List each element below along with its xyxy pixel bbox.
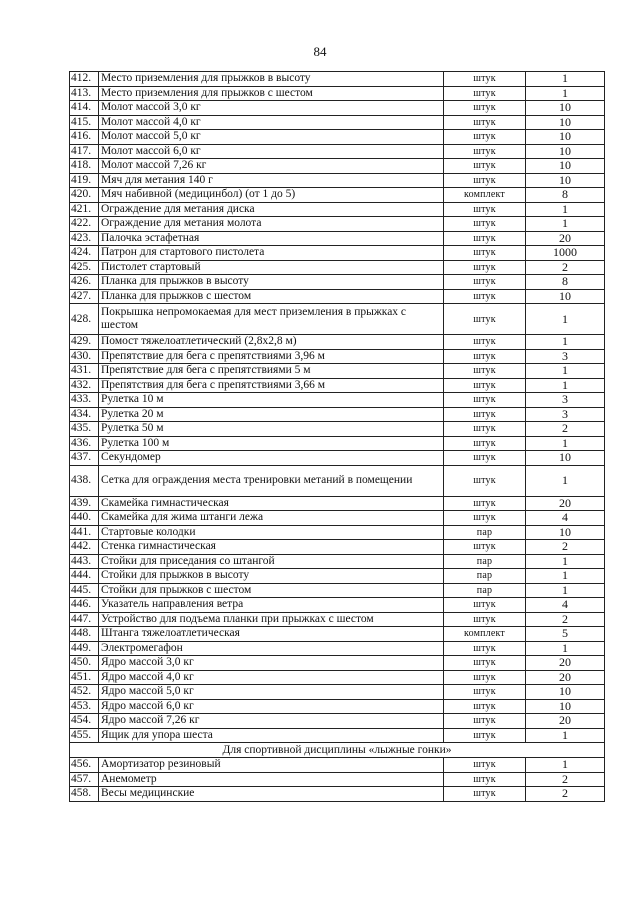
item-name: Патрон для стартового пистолета [99, 246, 444, 261]
item-number: 434. [70, 407, 99, 422]
table-row [70, 130, 605, 145]
item-name: Секундомер [99, 451, 444, 466]
item-name: Ядро массой 5,0 кг [99, 685, 444, 700]
item-number: 428. [70, 304, 99, 335]
item-name: Рулетка 100 м [99, 436, 444, 451]
item-name: Стартовые колодки [99, 525, 444, 540]
item-quantity: 8 [526, 188, 605, 203]
item-quantity: 1 [526, 378, 605, 393]
table-row [70, 304, 605, 335]
table-body-athletics-part-2 [70, 335, 605, 466]
item-number: 417. [70, 144, 99, 159]
item-name: Мяч набивной (медицинбол) (от 1 до 5) [99, 188, 444, 203]
item-unit: штук [444, 685, 526, 700]
item-unit: штук [444, 217, 526, 232]
item-number: 430. [70, 349, 99, 364]
item-quantity: 20 [526, 656, 605, 671]
item-number: 413. [70, 86, 99, 101]
item-name: Помост тяжелоатлетический (2,8х2,8 м) [99, 335, 444, 350]
item-quantity: 10 [526, 115, 605, 130]
table-row [70, 378, 605, 393]
item-number: 457. [70, 772, 99, 787]
item-number: 445. [70, 583, 99, 598]
item-unit: штук [444, 787, 526, 802]
item-unit: штук [444, 451, 526, 466]
table-row [70, 231, 605, 246]
item-unit: штук [444, 231, 526, 246]
item-name: Ядро массой 3,0 кг [99, 656, 444, 671]
table-row [70, 202, 605, 217]
table-row [70, 569, 605, 584]
table-row [70, 144, 605, 159]
table-row [70, 714, 605, 729]
item-quantity: 3 [526, 349, 605, 364]
item-quantity: 2 [526, 260, 605, 275]
item-quantity: 10 [526, 699, 605, 714]
item-unit: штук [444, 465, 526, 496]
item-unit: штук [444, 246, 526, 261]
item-number: 437. [70, 451, 99, 466]
table-row [70, 393, 605, 408]
item-name: Препятствие для бега с препятствиями 3,96 м [99, 349, 444, 364]
item-name: Рулетка 10 м [99, 393, 444, 408]
item-unit: штук [444, 304, 526, 335]
section-title: Для спортивной дисциплины «лыжные гонки» [70, 743, 605, 758]
item-number: 447. [70, 612, 99, 627]
table-row [70, 670, 605, 685]
item-number: 453. [70, 699, 99, 714]
item-number: 456. [70, 758, 99, 773]
table-row [70, 583, 605, 598]
item-unit: штук [444, 335, 526, 350]
item-name: Сетка для ограждения места тренировки метаний в помещении [99, 465, 444, 496]
item-quantity: 1 [526, 465, 605, 496]
item-number: 450. [70, 656, 99, 671]
item-name: Препятствия для бега с препятствиями 3,66 м [99, 378, 444, 393]
item-name: Ядро массой 6,0 кг [99, 699, 444, 714]
item-number: 419. [70, 173, 99, 188]
item-name: Место приземления для прыжков с шестом [99, 86, 444, 101]
item-name: Устройство для подъема планки при прыжках с шестом [99, 612, 444, 627]
item-number: 455. [70, 728, 99, 743]
item-name: Амортизатор резиновый [99, 758, 444, 773]
table-body-row-428 [70, 304, 605, 335]
item-unit: штук [444, 393, 526, 408]
table-row [70, 787, 605, 802]
item-unit: штук [444, 772, 526, 787]
item-quantity: 1 [526, 304, 605, 335]
item-name: Указатель направления ветра [99, 598, 444, 613]
table-row [70, 728, 605, 743]
item-quantity: 1 [526, 86, 605, 101]
item-name: Ограждение для метания молота [99, 217, 444, 232]
item-name: Ядро массой 4,0 кг [99, 670, 444, 685]
item-unit: штук [444, 144, 526, 159]
table-row [70, 101, 605, 116]
item-quantity: 1 [526, 554, 605, 569]
item-quantity: 1 [526, 728, 605, 743]
item-number: 422. [70, 217, 99, 232]
item-quantity: 10 [526, 451, 605, 466]
item-number: 423. [70, 231, 99, 246]
item-quantity: 1 [526, 569, 605, 584]
item-name: Весы медицинские [99, 787, 444, 802]
item-number: 458. [70, 787, 99, 802]
item-number: 435. [70, 422, 99, 437]
table-row [70, 335, 605, 350]
item-name: Скамейка гимнастическая [99, 496, 444, 511]
item-quantity: 2 [526, 787, 605, 802]
table-row [70, 115, 605, 130]
item-unit: пар [444, 525, 526, 540]
equipment-table [69, 71, 605, 802]
item-name: Место приземления для прыжков в высоту [99, 72, 444, 87]
item-quantity: 10 [526, 144, 605, 159]
item-quantity: 10 [526, 173, 605, 188]
item-name: Планка для прыжков с шестом [99, 289, 444, 304]
item-quantity: 20 [526, 714, 605, 729]
item-number: 426. [70, 275, 99, 290]
table-row [70, 598, 605, 613]
item-number: 448. [70, 627, 99, 642]
item-name: Планка для прыжков в высоту [99, 275, 444, 290]
item-unit: штук [444, 130, 526, 145]
item-number: 431. [70, 364, 99, 379]
item-quantity: 1 [526, 217, 605, 232]
item-unit: штук [444, 670, 526, 685]
item-quantity: 2 [526, 772, 605, 787]
item-unit: штук [444, 422, 526, 437]
item-number: 412. [70, 72, 99, 87]
item-number: 433. [70, 393, 99, 408]
table-row [70, 496, 605, 511]
item-quantity: 1000 [526, 246, 605, 261]
table-row [70, 525, 605, 540]
table-row [70, 349, 605, 364]
item-name: Стенка гимнастическая [99, 540, 444, 555]
item-unit: штук [444, 378, 526, 393]
item-quantity: 4 [526, 511, 605, 526]
item-quantity: 20 [526, 231, 605, 246]
item-name: Молот массой 3,0 кг [99, 101, 444, 116]
item-quantity: 1 [526, 364, 605, 379]
item-quantity: 1 [526, 335, 605, 350]
item-unit: штук [444, 511, 526, 526]
item-name: Палочка эстафетная [99, 231, 444, 246]
item-number: 425. [70, 260, 99, 275]
item-number: 418. [70, 159, 99, 174]
table-row [70, 86, 605, 101]
table-row [70, 275, 605, 290]
item-number: 444. [70, 569, 99, 584]
item-quantity: 10 [526, 525, 605, 540]
item-quantity: 1 [526, 202, 605, 217]
item-number: 436. [70, 436, 99, 451]
item-number: 454. [70, 714, 99, 729]
table-row [70, 422, 605, 437]
item-unit: штук [444, 289, 526, 304]
item-number: 415. [70, 115, 99, 130]
item-number: 414. [70, 101, 99, 116]
table-row [70, 173, 605, 188]
item-name: Скамейка для жима штанги лежа [99, 511, 444, 526]
item-unit: штук [444, 349, 526, 364]
item-number: 424. [70, 246, 99, 261]
section-row [70, 743, 605, 758]
item-name: Стойки для прыжков в высоту [99, 569, 444, 584]
item-quantity: 4 [526, 598, 605, 613]
item-number: 442. [70, 540, 99, 555]
item-quantity: 20 [526, 670, 605, 685]
table-row [70, 246, 605, 261]
table-row [70, 641, 605, 656]
table-row [70, 540, 605, 555]
item-number: 421. [70, 202, 99, 217]
table-row [70, 699, 605, 714]
item-unit: штук [444, 115, 526, 130]
item-name: Молот массой 4,0 кг [99, 115, 444, 130]
item-unit: штук [444, 758, 526, 773]
item-unit: штук [444, 72, 526, 87]
item-quantity: 1 [526, 72, 605, 87]
table-row [70, 627, 605, 642]
item-quantity: 2 [526, 540, 605, 555]
table-row [70, 612, 605, 627]
item-number: 452. [70, 685, 99, 700]
item-quantity: 2 [526, 612, 605, 627]
item-quantity: 8 [526, 275, 605, 290]
item-number: 420. [70, 188, 99, 203]
item-number: 439. [70, 496, 99, 511]
item-name: Молот массой 7,26 кг [99, 159, 444, 174]
item-quantity: 3 [526, 393, 605, 408]
item-name: Пистолет стартовый [99, 260, 444, 275]
item-unit: штук [444, 436, 526, 451]
item-quantity: 3 [526, 407, 605, 422]
item-number: 446. [70, 598, 99, 613]
item-unit: штук [444, 496, 526, 511]
item-name: Анемометр [99, 772, 444, 787]
table-row [70, 436, 605, 451]
table-row [70, 511, 605, 526]
item-number: 432. [70, 378, 99, 393]
table-row [70, 188, 605, 203]
item-unit: штук [444, 86, 526, 101]
table-row [70, 407, 605, 422]
table-row [70, 451, 605, 466]
table-row [70, 159, 605, 174]
item-quantity: 10 [526, 130, 605, 145]
item-number: 416. [70, 130, 99, 145]
item-unit: штук [444, 407, 526, 422]
table-body-row-438 [70, 465, 605, 496]
item-name: Покрышка непромокаемая для мест приземления в прыжках с шестом [99, 304, 444, 335]
item-unit: штук [444, 540, 526, 555]
item-unit: штук [444, 598, 526, 613]
table-body-section-header [70, 743, 605, 758]
page-number: 84 [313, 44, 327, 59]
item-name: Молот массой 6,0 кг [99, 144, 444, 159]
item-unit: штук [444, 275, 526, 290]
item-unit: пар [444, 569, 526, 584]
item-name: Ограждение для метания диска [99, 202, 444, 217]
item-unit: штук [444, 612, 526, 627]
table-row [70, 364, 605, 379]
item-quantity: 10 [526, 289, 605, 304]
item-unit: пар [444, 554, 526, 569]
item-quantity: 10 [526, 685, 605, 700]
item-unit: штук [444, 364, 526, 379]
table-body-athletics-part-3 [70, 496, 605, 743]
item-number: 427. [70, 289, 99, 304]
item-quantity: 1 [526, 641, 605, 656]
item-unit: штук [444, 656, 526, 671]
item-unit: пар [444, 583, 526, 598]
item-unit: комплект [444, 627, 526, 642]
item-name: Рулетка 50 м [99, 422, 444, 437]
table-row [70, 217, 605, 232]
item-name: Рулетка 20 м [99, 407, 444, 422]
item-name: Ядро массой 7,26 кг [99, 714, 444, 729]
item-name: Штанга тяжелоатлетическая [99, 627, 444, 642]
table-row [70, 554, 605, 569]
table-row [70, 656, 605, 671]
item-unit: штук [444, 641, 526, 656]
item-name: Препятствие для бега с препятствиями 5 м [99, 364, 444, 379]
item-number: 441. [70, 525, 99, 540]
item-quantity: 20 [526, 496, 605, 511]
table-row [70, 772, 605, 787]
item-number: 429. [70, 335, 99, 350]
item-quantity: 10 [526, 101, 605, 116]
item-name: Стойки для прыжков с шестом [99, 583, 444, 598]
item-name: Стойки для приседания со штангой [99, 554, 444, 569]
item-quantity: 10 [526, 159, 605, 174]
item-quantity: 2 [526, 422, 605, 437]
item-unit: штук [444, 699, 526, 714]
item-unit: штук [444, 728, 526, 743]
table-row [70, 289, 605, 304]
table-row [70, 465, 605, 496]
item-unit: штук [444, 159, 526, 174]
item-number: 451. [70, 670, 99, 685]
item-quantity: 1 [526, 758, 605, 773]
item-unit: комплект [444, 188, 526, 203]
item-unit: штук [444, 202, 526, 217]
item-unit: штук [444, 714, 526, 729]
table-body-ski-racing [70, 758, 605, 802]
item-number: 443. [70, 554, 99, 569]
item-quantity: 1 [526, 583, 605, 598]
item-quantity: 5 [526, 627, 605, 642]
table-row [70, 758, 605, 773]
table-row [70, 260, 605, 275]
item-number: 440. [70, 511, 99, 526]
item-name: Молот массой 5,0 кг [99, 130, 444, 145]
item-unit: штук [444, 260, 526, 275]
item-quantity: 1 [526, 436, 605, 451]
item-number: 438. [70, 465, 99, 496]
item-name: Мяч для метания 140 г [99, 173, 444, 188]
item-unit: штук [444, 173, 526, 188]
table-row [70, 72, 605, 87]
table-row [70, 685, 605, 700]
item-name: Электромегафон [99, 641, 444, 656]
item-name: Ящик для упора шеста [99, 728, 444, 743]
table-body-athletics-part-1 [70, 72, 605, 304]
item-unit: штук [444, 101, 526, 116]
item-number: 449. [70, 641, 99, 656]
